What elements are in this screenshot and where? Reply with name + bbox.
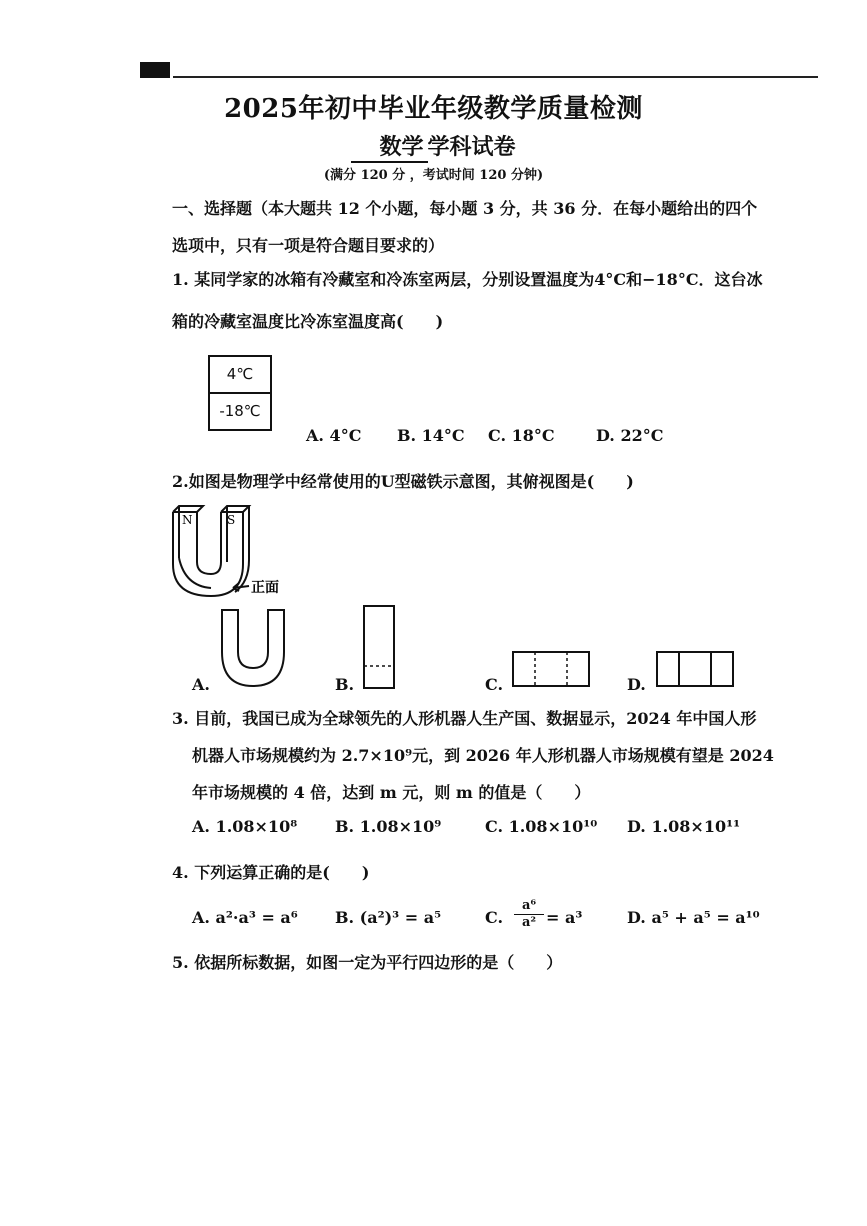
corner-mark (140, 62, 170, 78)
q2-option-c: C. (485, 675, 504, 694)
q2-option-d: D. (627, 675, 646, 694)
q3-option-c: C. 1.08×10¹⁰ (485, 817, 598, 836)
option-a-u-shape (218, 606, 288, 688)
exam-note: (满分 120 分 ，考试时间 120 分钟) (323, 168, 544, 183)
header-rule (173, 76, 818, 78)
q1-option-b: B. 14°C (397, 426, 465, 445)
option-c-rectangle (511, 650, 591, 688)
q1-option-d: D. 22°C (596, 426, 664, 445)
fridge-diagram (208, 355, 272, 431)
exam-title: 2025年初中毕业年级教学质量检测 (224, 94, 643, 124)
q1-line2: 箱的冷藏室温度比冷冻室温度高( ) (172, 312, 444, 331)
u-magnet-figure (165, 502, 295, 602)
q4-option-d: D. a⁵ + a⁵ = a¹⁰ (627, 908, 760, 927)
q3-line2: 机器人市场规模约为 2.7×10⁹元，到 2026 年人形机器人市场规模有望是 2024 (192, 746, 774, 765)
q3-option-d: D. 1.08×10¹¹ (627, 817, 741, 836)
q4-c-fraction (514, 898, 544, 931)
q1-option-c: C. 18°C (488, 426, 555, 445)
q4-c-denominator: a² (521, 915, 537, 930)
q2-option-b: B. (335, 675, 355, 694)
section1-line2: 选项中，只有一项是符合题目要求的） (172, 236, 445, 255)
option-d-rectangle (655, 650, 735, 688)
q4-option-c: C. (485, 908, 504, 927)
q1-line1: 1. 某同学家的冰箱有冷藏室和冷冻室两层，分别设置温度为4°C和−18°C．这台冰 (172, 270, 763, 289)
exam-subtitle (0, 130, 867, 163)
fridge-bottom-label: -18℃ (210, 392, 270, 429)
q4-option-b: B. (a²)³ = a⁵ (335, 908, 442, 927)
q2-text: 2.如图是物理学中经常使用的U型磁铁示意图，其俯视图是( ) (172, 472, 634, 491)
subject-name: 数学 (351, 130, 427, 163)
q4-option-a: A. a²·a³ = a⁶ (192, 908, 298, 927)
q3-line3: 年市场规模的 4 倍，达到 m 元，则 m 的值是（ ） (192, 783, 591, 802)
fridge-top-label: 4℃ (226, 365, 254, 383)
q5-text: 5. 依据所标数据，如图一定为平行四边形的是（ ） (172, 953, 563, 972)
q4-c-numerator: a⁶ (514, 898, 544, 915)
section1-line1: 一、选择题（本大题共 12 个小题，每小题 3 分，共 36 分．在每小题给出的四个 (172, 199, 758, 218)
q3-option-a: A. 1.08×10⁸ (192, 817, 298, 836)
q4-c-result: = a³ (546, 908, 583, 927)
q4-text: 4. 下列运算正确的是( ) (172, 863, 370, 882)
subject-suffix: 学科试卷 (427, 134, 516, 160)
q3-option-b: B. 1.08×10⁹ (335, 817, 442, 836)
option-b-rectangle (362, 604, 396, 690)
s-label: S (227, 513, 236, 527)
n-label: N (182, 513, 193, 527)
front-label: 正面 (251, 580, 279, 596)
q3-line1: 3. 目前，我国已成为全球领先的人形机器人生产国、数据显示，2024 年中国人形 (172, 709, 757, 728)
q1-option-a: A. 4°C (306, 426, 362, 445)
q2-option-a: A. (192, 675, 210, 694)
